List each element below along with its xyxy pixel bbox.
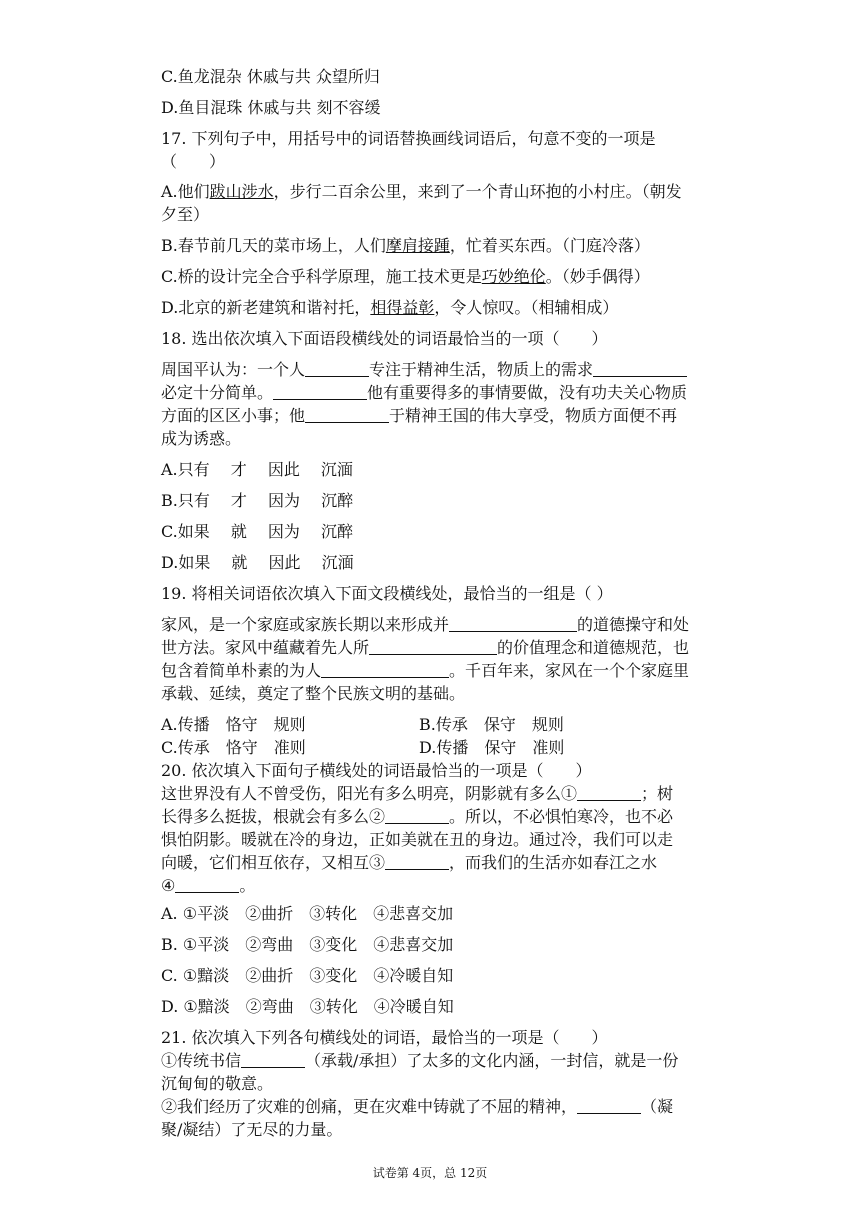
q20-passage-line4: 向暖，它们相互依存，又相互③ ，而我们的生活亦如春江之水 [161,853,658,872]
q18-passage-line3: 方面的区区小事；他 于精神王国的伟大享受，物质方面便不再 [161,406,678,425]
q19-option-d: D.传播 保守 准则 [419,738,565,757]
q17-option-a: A.他们跋山涉水，步行二百余公里，来到了一个青山环抱的小村庄。（朝发 [161,182,682,201]
q18-passage-line1: 周国平认为：一个人 专注于精神生活，物质上的需求 [161,359,687,381]
q19-passage-line2: 世方法。家风中蕴藏着先人所 的价值理念和道德规范，也 [161,638,690,657]
q17-underlined-b: 摩肩接踵 [385,236,450,255]
q17-option-b: B.春节前几天的菜市场上，人们摩肩接踵，忙着买东西。（门庭冷落） [161,236,650,255]
blank-line [593,360,687,377]
q20-option-d: D. ①黯淡 ②弯曲 ③转化 ④冷暖自知 [161,997,454,1016]
q21-sentence1-line2: 沉甸甸的敬意。 [161,1074,274,1093]
q20-passage-line3: 惧怕阴影。暖就在冷的身边，正如美就在丑的身边。通过冷，我们可以走 [161,830,674,849]
q21-sentence1-line1: ①传统书信 （承载/承担）了太多的文化内涵，一封信，就是一份 [161,1051,679,1070]
q19-option-a: A.传播 恪守 规则 [161,715,306,734]
q19-stem: 19. 将相关词语依次填入下面文段横线处，最恰当的一组是（ ） [161,584,613,603]
blank-line [175,876,239,893]
q19-option-c: C.传承 恪守 准则 [161,738,306,757]
q20-option-b: B. ①平淡 ②弯曲 ③变化 ④悲喜交加 [161,935,454,954]
q18-passage-line2: 必定十分简单。 他有重要得多的事情要做，没有功夫关心物质 [161,383,688,402]
q17-underlined-c: 巧妙绝伦 [481,267,546,286]
q17-stem-bracket: （ ） [161,152,226,171]
q20-stem: 20. 依次填入下面句子横线处的词语最恰当的一项是（ ） [161,761,592,780]
q18-option-b: B.只有 才 因为 沉醉 [161,491,354,510]
q18-option-a: A.只有 才 因此 沉湎 [161,460,353,479]
q17-underlined-a: 跋山涉水 [209,182,274,201]
q18-option-d: D.如果 就 因此 沉湎 [161,553,354,572]
q17-underlined-d: 相得益彰 [370,298,435,317]
q17-stem: 17. 下列句子中，用括号中的词语替换画线词语后，句意不变的一项是 [161,129,656,148]
q18-passage-line4: 成为诱惑。 [161,429,242,448]
q20-passage-line1: 这世界没有人不曾受伤，阳光有多么明亮，阴影就有多么① ；树 [161,784,674,803]
blank-line [241,1051,305,1068]
q16-option-d: D.鱼目混珠 休戚与共 刻不容缓 [161,98,381,117]
q21-sentence2-line1: ②我们经历了灾难的创痛，更在灾难中铸就了不屈的精神， （凝 [161,1097,674,1116]
blank-line [273,383,367,400]
q20-passage-line5: ④ 。 [161,876,256,895]
blank-line [577,784,641,801]
q20-option-c: C. ①黯淡 ②曲折 ③变化 ④冷暖自知 [161,966,454,985]
blank-line [305,360,369,377]
q20-passage-line2: 长得多么挺拔，根就会有多么② 。所以，不必惧怕寒冷，也不必 [161,807,674,826]
blank-line [385,853,449,870]
q21-sentence2-line2: 聚/凝结）了无尽的力量。 [161,1120,343,1139]
blank-line [449,615,577,632]
q17-option-a-cont: 夕至） [161,205,210,224]
page-footer: 试卷第 4页，总 12页 [372,1166,488,1180]
blank-line [369,638,497,655]
q17-option-d: D.北京的新老建筑和谐衬托，相得益彰，令人惊叹。（相辅相成） [161,298,619,317]
blank-line [577,1097,641,1114]
q19-passage-line1: 家风，是一个家庭或家族长期以来形成并 的道德操守和处 [161,615,690,634]
q16-option-c: C.鱼龙混杂 休戚与共 众望所归 [161,67,380,86]
blank-line [305,406,389,423]
q21-stem: 21. 依次填入下列各句横线处的词语，最恰当的一项是（ ） [161,1028,608,1047]
blank-line [385,807,449,824]
q19-passage-line3: 包含着简单朴素的为人 。千百年来，家风在一个个家庭里 [161,661,690,680]
q19-option-b: B.传承 保守 规则 [419,715,564,734]
q20-option-a: A. ①平淡 ②曲折 ③转化 ④悲喜交加 [161,904,454,923]
q18-option-c: C.如果 就 因为 沉醉 [161,522,354,541]
q19-passage-line4: 承载、延续，奠定了整个民族文明的基础。 [161,684,466,703]
blank-line [321,661,449,678]
q18-stem: 18. 选出依次填入下面语段横线处的词语最恰当的一项（ ） [161,329,608,348]
q17-option-c: C.桥的设计完全合乎科学原理，施工技术更是巧妙绝伦。（妙手偶得） [161,267,650,286]
